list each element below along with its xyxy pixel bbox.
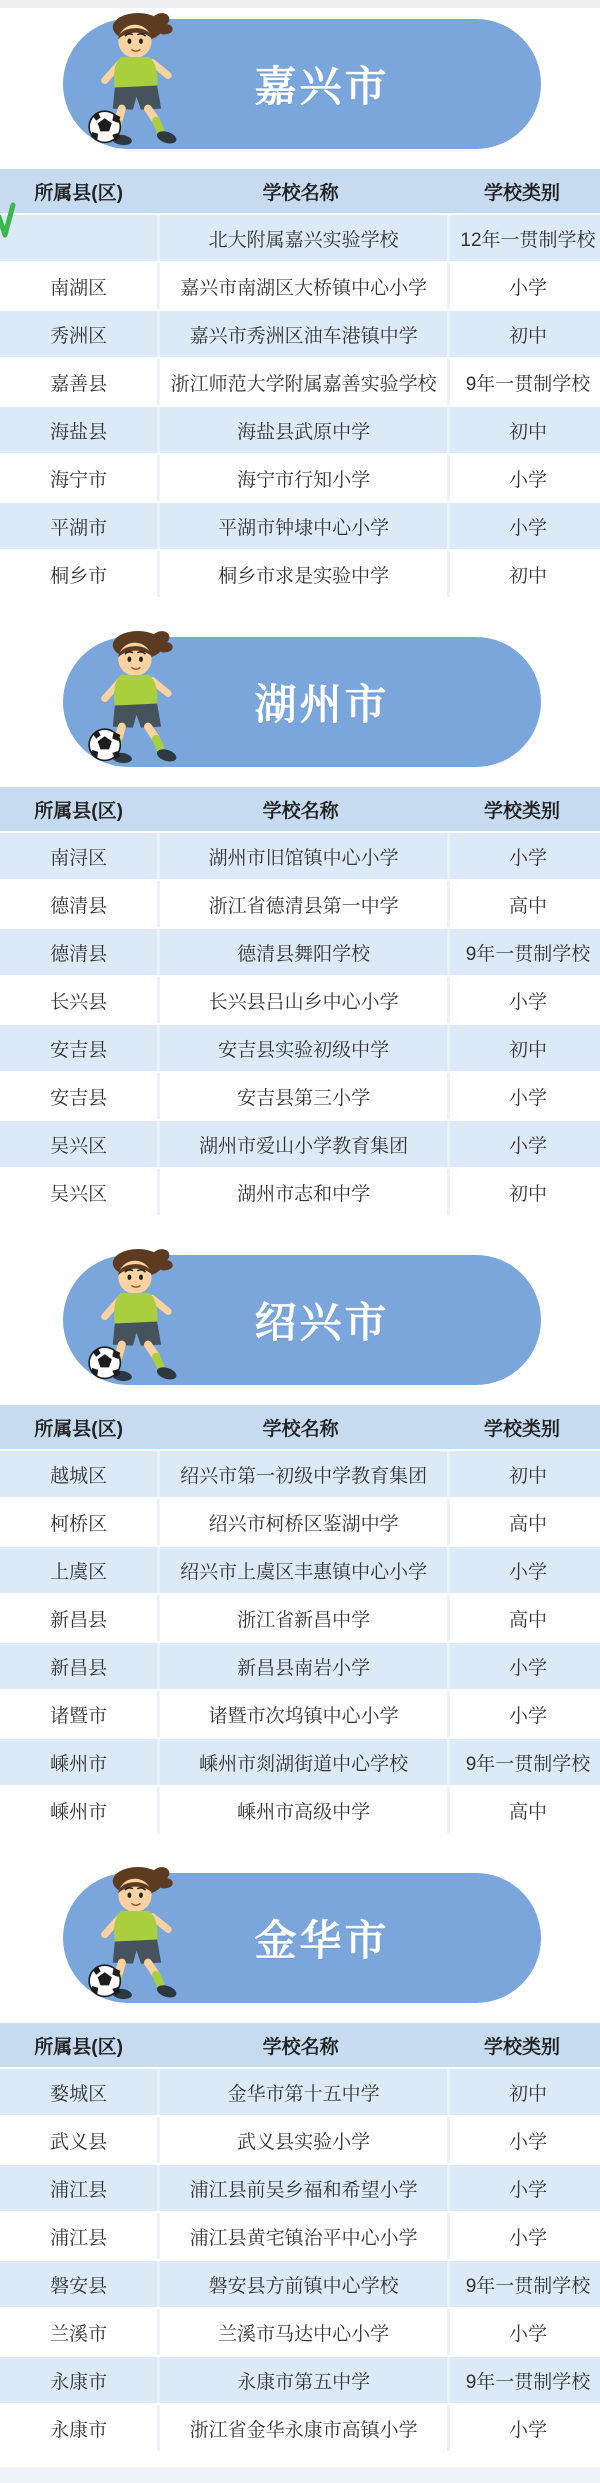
table-row bbox=[0, 1121, 600, 1167]
section-shaoxing bbox=[0, 1255, 600, 1833]
school-name-cell: 海盐县武原中学 bbox=[160, 407, 447, 453]
district-cell: 海宁市 bbox=[0, 455, 157, 501]
city-title: 湖州市 bbox=[254, 681, 390, 728]
school-type-cell: 高中 bbox=[450, 1787, 600, 1833]
table-row bbox=[0, 2213, 600, 2259]
table-header-row bbox=[0, 787, 600, 831]
district-cell: 嵊州市 bbox=[0, 1787, 157, 1833]
school-type-cell: 小学 bbox=[450, 2213, 600, 2259]
district-cell: 嵊州市 bbox=[0, 1739, 157, 1785]
school-name-cell: 安吉县实验初级中学 bbox=[160, 1025, 447, 1071]
column-header-school-name: 学校名称 bbox=[262, 1418, 339, 1440]
district-cell: 永康市 bbox=[0, 2405, 157, 2451]
table-row bbox=[0, 215, 600, 261]
table-row bbox=[0, 977, 600, 1023]
table-row bbox=[0, 929, 600, 975]
city-banner bbox=[63, 1873, 541, 2003]
school-name-cell: 北大附属嘉兴实验学校 bbox=[160, 215, 447, 261]
school-name-cell: 绍兴市上虞区丰惠镇中心小学 bbox=[160, 1547, 447, 1593]
school-table bbox=[0, 2023, 600, 2451]
school-name-cell: 安吉县第三小学 bbox=[160, 1073, 447, 1119]
school-name-cell: 嵊州市剡湖街道中心学校 bbox=[160, 1739, 447, 1785]
school-type-cell: 初中 bbox=[450, 1025, 600, 1071]
school-type-cell: 初中 bbox=[450, 551, 600, 597]
district-cell: 安吉县 bbox=[0, 1025, 157, 1071]
district-cell: 武义县 bbox=[0, 2117, 157, 2163]
school-type-cell: 初中 bbox=[450, 1451, 600, 1497]
page-top-strip bbox=[0, 0, 600, 8]
column-header-district: 所属县(区) bbox=[34, 182, 123, 204]
school-type-cell: 小学 bbox=[450, 833, 600, 879]
table-row bbox=[0, 263, 600, 309]
table-row bbox=[0, 1595, 600, 1641]
section-jinhua bbox=[0, 1873, 600, 2451]
city-banner bbox=[63, 1255, 541, 1385]
column-header-school-name: 学校名称 bbox=[262, 800, 339, 822]
school-name-cell: 浙江省德清县第一中学 bbox=[160, 881, 447, 927]
district-cell: 吴兴区 bbox=[0, 1169, 157, 1215]
district-cell: 海盐县 bbox=[0, 407, 157, 453]
district-cell: 安吉县 bbox=[0, 1073, 157, 1119]
table-row bbox=[0, 311, 600, 357]
school-type-cell: 小学 bbox=[450, 263, 600, 309]
school-type-cell: 9年一贯制学校 bbox=[450, 359, 600, 405]
school-name-cell: 绍兴市柯桥区鉴湖中学 bbox=[160, 1499, 447, 1545]
table-row bbox=[0, 503, 600, 549]
school-name-cell: 浦江县黄宅镇治平中心小学 bbox=[160, 2213, 447, 2259]
table-row bbox=[0, 1451, 600, 1497]
district-cell: 婺城区 bbox=[0, 2069, 157, 2115]
school-name-cell: 平湖市钟埭中心小学 bbox=[160, 503, 447, 549]
district-cell: 磐安县 bbox=[0, 2261, 157, 2307]
soccer-boy-illustration bbox=[87, 10, 199, 156]
school-type-cell: 小学 bbox=[450, 1121, 600, 1167]
city-banner bbox=[63, 637, 541, 767]
table-row bbox=[0, 1643, 600, 1689]
table-row bbox=[0, 2405, 600, 2451]
table-row bbox=[0, 1499, 600, 1545]
school-table bbox=[0, 169, 600, 597]
school-name-cell: 绍兴市第一初级中学教育集团 bbox=[160, 1451, 447, 1497]
school-type-cell: 高中 bbox=[450, 1499, 600, 1545]
table-row bbox=[0, 1739, 600, 1785]
column-header-school-name: 学校名称 bbox=[262, 182, 339, 204]
column-header-school-type: 学校类别 bbox=[483, 1418, 560, 1440]
soccer-boy-illustration bbox=[87, 1864, 199, 2010]
table-row bbox=[0, 359, 600, 405]
district-cell: 兰溪市 bbox=[0, 2309, 157, 2355]
district-cell: 平湖市 bbox=[0, 503, 157, 549]
district-cell: 德清县 bbox=[0, 929, 157, 975]
school-name-cell: 新昌县南岩小学 bbox=[160, 1643, 447, 1689]
table-body bbox=[0, 1451, 600, 1833]
school-type-cell: 小学 bbox=[450, 1547, 600, 1593]
school-type-cell: 高中 bbox=[450, 881, 600, 927]
column-header-district: 所属县(区) bbox=[34, 800, 123, 822]
city-title: 嘉兴市 bbox=[254, 63, 390, 110]
table-row bbox=[0, 2069, 600, 2115]
table-row bbox=[0, 1073, 600, 1119]
table-row bbox=[0, 407, 600, 453]
school-type-cell: 9年一贯制学校 bbox=[450, 2357, 600, 2403]
school-type-cell: 小学 bbox=[450, 2117, 600, 2163]
school-type-cell: 初中 bbox=[450, 2069, 600, 2115]
soccer-boy-illustration bbox=[87, 1246, 199, 1392]
school-name-cell: 海宁市行知小学 bbox=[160, 455, 447, 501]
school-name-cell: 桐乡市求是实验中学 bbox=[160, 551, 447, 597]
school-name-cell: 磐安县方前镇中心学校 bbox=[160, 2261, 447, 2307]
city-banner bbox=[63, 19, 541, 149]
column-header-district: 所属县(区) bbox=[34, 1418, 123, 1440]
school-name-cell: 永康市第五中学 bbox=[160, 2357, 447, 2403]
school-name-cell: 浦江县前吴乡福和希望小学 bbox=[160, 2165, 447, 2211]
school-type-cell: 9年一贯制学校 bbox=[450, 2261, 600, 2307]
column-header-school-name: 学校名称 bbox=[262, 2036, 339, 2058]
district-cell: 南湖区 bbox=[0, 263, 157, 309]
table-row bbox=[0, 833, 600, 879]
school-name-cell: 湖州市爱山小学教育集团 bbox=[160, 1121, 447, 1167]
page-footer-strip bbox=[0, 2467, 600, 2483]
table-row bbox=[0, 2357, 600, 2403]
district-cell: 浦江县 bbox=[0, 2165, 157, 2211]
school-type-cell: 高中 bbox=[450, 1595, 600, 1641]
table-row bbox=[0, 455, 600, 501]
school-name-cell: 浙江省金华永康市高镇小学 bbox=[160, 2405, 447, 2451]
district-cell bbox=[0, 215, 157, 261]
table-row bbox=[0, 1691, 600, 1737]
school-name-cell: 湖州市旧馆镇中心小学 bbox=[160, 833, 447, 879]
school-type-cell: 小学 bbox=[450, 455, 600, 501]
school-name-cell: 浙江师范大学附属嘉善实验学校 bbox=[160, 359, 447, 405]
school-name-cell: 湖州市志和中学 bbox=[160, 1169, 447, 1215]
school-name-cell: 武义县实验小学 bbox=[160, 2117, 447, 2163]
table-body bbox=[0, 2069, 600, 2451]
school-type-cell: 12年一贯制学校 bbox=[450, 215, 600, 261]
school-type-cell: 小学 bbox=[450, 1691, 600, 1737]
column-header-school-type: 学校类别 bbox=[483, 182, 560, 204]
district-cell: 永康市 bbox=[0, 2357, 157, 2403]
district-cell: 新昌县 bbox=[0, 1595, 157, 1641]
city-title: 金华市 bbox=[254, 1917, 390, 1964]
school-name-cell: 诸暨市次坞镇中心小学 bbox=[160, 1691, 447, 1737]
table-header-row bbox=[0, 169, 600, 213]
table-row bbox=[0, 2309, 600, 2355]
table-body bbox=[0, 833, 600, 1215]
district-cell: 浦江县 bbox=[0, 2213, 157, 2259]
school-name-cell: 浙江省新昌中学 bbox=[160, 1595, 447, 1641]
district-cell: 南浔区 bbox=[0, 833, 157, 879]
soccer-boy-illustration bbox=[87, 628, 199, 774]
school-type-cell: 小学 bbox=[450, 2165, 600, 2211]
school-name-cell: 嘉兴市南湖区大桥镇中心小学 bbox=[160, 263, 447, 309]
school-type-cell: 初中 bbox=[450, 407, 600, 453]
table-row bbox=[0, 2117, 600, 2163]
district-cell: 嘉善县 bbox=[0, 359, 157, 405]
district-cell: 新昌县 bbox=[0, 1643, 157, 1689]
table-header-row bbox=[0, 1405, 600, 1449]
district-cell: 上虞区 bbox=[0, 1547, 157, 1593]
district-cell: 吴兴区 bbox=[0, 1121, 157, 1167]
school-name-cell: 德清县舞阳学校 bbox=[160, 929, 447, 975]
school-name-cell: 兰溪市马达中心小学 bbox=[160, 2309, 447, 2355]
district-cell: 长兴县 bbox=[0, 977, 157, 1023]
table-row bbox=[0, 1787, 600, 1833]
district-cell: 柯桥区 bbox=[0, 1499, 157, 1545]
school-name-cell: 金华市第十五中学 bbox=[160, 2069, 447, 2115]
school-type-cell: 9年一贯制学校 bbox=[450, 929, 600, 975]
school-name-cell: 嘉兴市秀洲区油车港镇中学 bbox=[160, 311, 447, 357]
table-row bbox=[0, 1025, 600, 1071]
column-header-district: 所属县(区) bbox=[34, 2036, 123, 2058]
school-type-cell: 小学 bbox=[450, 1073, 600, 1119]
table-header-row bbox=[0, 2023, 600, 2067]
district-cell: 德清县 bbox=[0, 881, 157, 927]
city-title: 绍兴市 bbox=[254, 1299, 390, 1346]
column-header-school-type: 学校类别 bbox=[483, 800, 560, 822]
table-row bbox=[0, 2165, 600, 2211]
school-name-cell: 长兴县吕山乡中心小学 bbox=[160, 977, 447, 1023]
school-name-cell: 嵊州市高级中学 bbox=[160, 1787, 447, 1833]
district-cell: 越城区 bbox=[0, 1451, 157, 1497]
table-row bbox=[0, 881, 600, 927]
district-cell: 桐乡市 bbox=[0, 551, 157, 597]
section-huzhou bbox=[0, 637, 600, 1215]
school-type-cell: 9年一贯制学校 bbox=[450, 1739, 600, 1785]
district-cell: 秀洲区 bbox=[0, 311, 157, 357]
school-type-cell: 小学 bbox=[450, 2309, 600, 2355]
section-jiaxing bbox=[0, 19, 600, 597]
school-type-cell: 小学 bbox=[450, 2405, 600, 2451]
column-header-school-type: 学校类别 bbox=[483, 2036, 560, 2058]
school-table bbox=[0, 1405, 600, 1833]
school-type-cell: 小学 bbox=[450, 1643, 600, 1689]
table-row bbox=[0, 1547, 600, 1593]
table-row bbox=[0, 1169, 600, 1215]
district-cell: 诸暨市 bbox=[0, 1691, 157, 1737]
table-row bbox=[0, 2261, 600, 2307]
school-type-cell: 初中 bbox=[450, 311, 600, 357]
table-row bbox=[0, 551, 600, 597]
table-body bbox=[0, 215, 600, 597]
school-type-cell: 小学 bbox=[450, 977, 600, 1023]
school-type-cell: 初中 bbox=[450, 1169, 600, 1215]
school-table bbox=[0, 787, 600, 1215]
green-checkmark-decoration bbox=[0, 203, 14, 241]
school-type-cell: 小学 bbox=[450, 503, 600, 549]
